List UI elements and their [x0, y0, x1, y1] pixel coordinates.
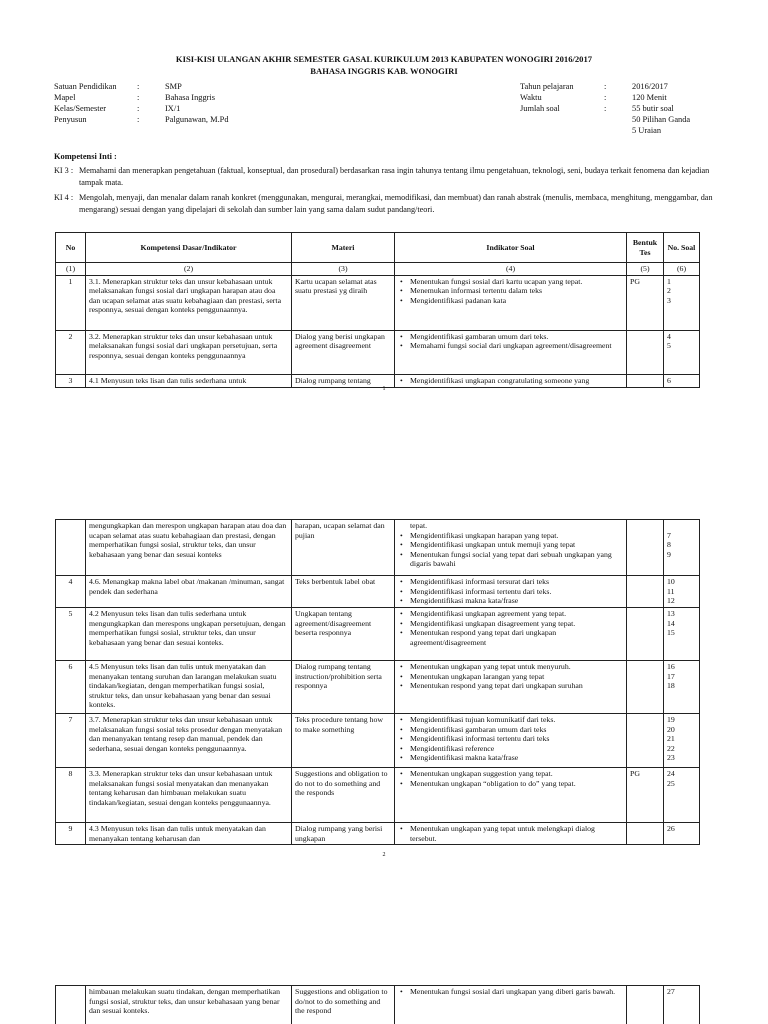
identity-label: Jumlah soal	[520, 104, 560, 113]
indikator-item: • Mengidentifikasi ungkapan untuk memuji yang tepat	[398, 540, 623, 550]
page-number: 2	[382, 852, 386, 858]
row-materi: Teks procedure tentang how to make something	[292, 714, 395, 768]
header-indikator: Indikator Soal	[395, 233, 627, 263]
indikator-item: • Mengidentifikasi informasi tertentu dari teks.	[398, 587, 623, 597]
indikator-item: • Mengidentifikasi informasi tersurat dari teks	[398, 577, 623, 587]
row-indikator	[395, 714, 627, 768]
table-row	[56, 608, 700, 661]
ki3-text: Memahami dan menerapkan pengetahuan (faktual, konseptual, dan prosedural) berdasarkan rasa ingin tahunya tentang ilmu pengetahuan, teknologi, seni, budaya terkait fenomena dan kejadian tampak mata.	[79, 166, 710, 187]
row-no: 7	[56, 714, 86, 768]
row-soal: 26	[664, 823, 700, 845]
row-bentuk	[627, 714, 664, 768]
identity-label: Waktu	[520, 93, 542, 102]
row-materi: Suggestions and obligation to do/not to do something and the respond	[292, 986, 395, 1024]
row-materi: Suggestions and obligation to do not to do something and the responds	[292, 768, 395, 823]
row-soal: 24 25	[664, 768, 700, 823]
row-bentuk	[627, 520, 664, 576]
table-row	[56, 520, 700, 576]
row-soal: 19 20 21 22 23	[664, 714, 700, 768]
indikator-item: • Mengidentifikasi ungkapan agreement yang tepat.	[398, 609, 623, 619]
row-soal: 7 8 9	[664, 520, 700, 576]
table-row	[56, 576, 700, 608]
row-kd: 4.1 Menyusun teks lisan dan tulis sederhana untuk	[86, 374, 292, 387]
header-materi: Materi	[292, 233, 395, 263]
table-row	[56, 330, 700, 374]
identity-value: 2016/2017	[632, 82, 668, 91]
indikator-item: • Memahami fungsi social dari ungkapan agreement/disagreement	[398, 341, 623, 351]
row-indikator	[395, 330, 627, 374]
row-materi: Dialog rumpang tentang instruction/prohibition serta responnya	[292, 661, 395, 714]
indikator-item: • Mengidentifikasi gambaran umum dari teks.	[398, 332, 623, 342]
row-no: 1	[56, 275, 86, 330]
identity-value: 5 Uraian	[632, 126, 662, 135]
table-row	[56, 986, 700, 1024]
row-no: 9	[56, 823, 86, 845]
identity-value: SMP	[165, 82, 182, 91]
table-header-row	[56, 233, 700, 263]
row-bentuk	[627, 330, 664, 374]
identity-label: Satuan Pendidikan	[54, 82, 117, 91]
row-soal: 1 2 3	[664, 275, 700, 330]
identity-label: Tahun pelajaran	[520, 82, 574, 91]
identity-value: Bahasa Inggris	[165, 93, 216, 102]
column-number-row: (1) (2) (3) (4) (5) (6)	[56, 263, 700, 276]
row-indikator	[395, 275, 627, 330]
identity-value: 55 butir soal	[632, 104, 674, 113]
identity-label: Kelas/Semester	[54, 104, 107, 113]
row-kd: mengungkapkan dan merespon ungkapan harapan atau doa dan ucapan selamat atas suatu kebahagiaan dan prestasi, dengan memperhatikan fungsi sosial, struktur teks, dan unsur kebahasaan yang benar dan sesuai konteks	[86, 520, 292, 576]
row-bentuk	[627, 823, 664, 845]
indikator-item: • Menentukan fungsi sosial dari ungkapan yang diberi garis bawah.	[398, 987, 623, 997]
row-soal: 16 17 18	[664, 661, 700, 714]
kisi-table-page2	[55, 519, 700, 845]
row-kd: 4.5 Menyusun teks lisan dan tulis untuk menyatakan dan menanyakan tentang suruhan dan larangan melakukan suatu tindakan/kegiatan, dengan memperhatikan fungsi sosial, struktur teks, dan unsur kebahasaan yang benar dan sesuai konteks.	[86, 661, 292, 714]
row-no	[56, 986, 86, 1024]
row-no: 4	[56, 576, 86, 608]
row-materi: Ungkapan tentang agreement/disagreement beserta responnya	[292, 608, 395, 661]
ki-heading: Kompetensi Inti :	[54, 152, 117, 161]
row-no: 2	[56, 330, 86, 374]
table-row	[56, 275, 700, 330]
row-indikator	[395, 576, 627, 608]
indikator-continuation: tepat.	[410, 521, 428, 530]
row-no: 6	[56, 661, 86, 714]
indikator-item: • Menentukan ungkapan larangan yang tepat	[398, 672, 623, 682]
table-row	[56, 768, 700, 823]
indikator-item: • Mengidentifikasi gambaran umum dari teks	[398, 725, 623, 735]
row-materi: Dialog rumpang tentang	[292, 374, 395, 387]
row-kd: 3.1. Menerapkan struktur teks dan unsur kebahasaan untuk melaksanakan fungsi sosial dari ungkapan harapan atau doa dan ucapan selamat atas suatu kebahagiaan dan prestasi, serta responnya, sesuai dengan konteks penggunaannya.	[86, 275, 292, 330]
row-indikator	[395, 823, 627, 845]
indikator-item: • Mengidentifikasi reference	[398, 744, 623, 754]
row-kd: 3.2. Menerapkan struktur teks dan unsur kebahasaan untuk melaksanakan fungsi sosial dari ungkapan persetujuan, serta responnya, sesuai dengan konteks penggunaannya	[86, 330, 292, 374]
row-kd: 4.6. Menangkap makna label obat /makanan /minuman, sangat pendek dan sederhana	[86, 576, 292, 608]
row-indikator	[395, 608, 627, 661]
header-nosoal: No. Soal	[664, 233, 700, 263]
identity-value: 120 Menit	[632, 93, 667, 102]
indikator-item: • Menentukan ungkapan “obligation to do” yang tepat.	[398, 779, 623, 789]
row-materi: Kartu ucapan selamat atas suatu prestasi yg diraih	[292, 275, 395, 330]
row-bentuk	[627, 576, 664, 608]
row-no: 3	[56, 374, 86, 387]
row-indikator	[395, 661, 627, 714]
indikator-item: • Mengidentifikasi padanan kata	[398, 296, 623, 306]
indikator-item: • Menentukan respond yang tepat dari ungkapan agreement/disagreement	[398, 628, 623, 647]
indikator-item: • Menentukan ungkapan suggestion yang tepat.	[398, 769, 623, 779]
ki3-tag: KI 3 :	[54, 166, 74, 175]
indikator-item: • Mengidentifikasi ungkapan harapan yang tepat.	[398, 531, 623, 541]
header-bentuk: Bentuk Tes	[627, 233, 664, 263]
row-bentuk	[627, 986, 664, 1024]
row-bentuk	[627, 608, 664, 661]
row-soal: 4 5	[664, 330, 700, 374]
indikator-item: • Menentukan ungkapan yang tepat untuk menyuruh.	[398, 662, 623, 672]
row-soal: 27	[664, 986, 700, 1024]
row-bentuk	[627, 661, 664, 714]
row-indikator	[395, 520, 627, 576]
page-number: 1	[382, 386, 386, 392]
row-no: 5	[56, 608, 86, 661]
row-kd: 4.2 Menyusun teks lisan dan tulis sederhana untuk mengungkapkan dan merespons ungkapan persetujuan, dengan memperhatikan fungsi sosial, struktur teks, dan unsur kebahasaan yang benar dan sesuai konteks.	[86, 608, 292, 661]
row-materi: Teks berbentuk label obat	[292, 576, 395, 608]
row-no: 8	[56, 768, 86, 823]
indikator-item: • Mengidentifikasi tujuan komunikatif dari teks.	[398, 715, 623, 725]
indikator-item: • Mengidentifikasi ungkapan congratulating someone yang	[398, 376, 623, 386]
indikator-item: • Menentukan fungsi sosial dari kartu ucapan yang tepat.	[398, 277, 623, 287]
row-soal: 6	[664, 374, 700, 387]
indikator-item: • Mengidentifikasi ungkapan disagreement yang tepat.	[398, 619, 623, 629]
ki3-paragraph	[54, 165, 714, 189]
row-materi: Dialog yang berisi ungkapan agreement disagreement	[292, 330, 395, 374]
kisi-table-page1	[55, 232, 700, 388]
identity-label: Penyusun	[54, 115, 87, 124]
indikator-item: • Mengidentifikasi makna kata/frase	[398, 753, 623, 763]
indikator-item: • Mengidentifikasi informasi tertentu dari teks	[398, 734, 623, 744]
document-subtitle: BAHASA INGGRIS KAB. WONOGIRI	[310, 66, 458, 76]
row-indikator	[395, 986, 627, 1024]
row-materi: Dialog rumpang yang berisi ungkapan	[292, 823, 395, 845]
header-no: No	[56, 233, 86, 263]
row-kd: 3.7. Menerapkan struktur teks dan unsur kebahasaan untuk melaksanakan fungsi sosial teks prosedur dengan menyatakan dan menanyakan tentang resep dan manual, pendek dan sederhana, sesuai dengan konteks penggunaannya.	[86, 714, 292, 768]
indikator-item: • Mengidentifikasi makna kata/frase	[398, 596, 623, 606]
table-row	[56, 661, 700, 714]
header-kd: Kompetensi Dasar/Indikator	[86, 233, 292, 263]
ki4-text: Mengolah, menyaji, dan menalar dalam ranah konkret (menggunakan, mengurai, merangkai, memodifikasi, dan membuat) dan ranah abstrak (menulis, membaca, menghitung, menggambar, dan mengarang) sesuai dengan yang dipelajari di sekolah dan sumber lain yang sama dalam sudut pandang/teori.	[79, 193, 713, 214]
kisi-table-page3	[55, 985, 700, 1024]
row-kd: 3.3. Menerapkan struktur teks dan unsur kebahasaan untuk melaksanakan fungsi sosial menyatakan dan menanyakan tentang keharusan dan himbauan melakukan suatu tindakan/kegiatan, sesuai dengan konteks penggunaannya.	[86, 768, 292, 823]
row-soal: 10 11 12	[664, 576, 700, 608]
identity-value: 50 Pilihan Ganda	[632, 115, 691, 124]
identity-value: Palgunawan, M.Pd	[165, 115, 229, 124]
table-row	[56, 823, 700, 845]
table-row	[56, 714, 700, 768]
row-materi: harapan, ucapan selamat dan pujian	[292, 520, 395, 576]
indikator-item: • Menentukan ungkapan yang tepat untuk melengkapi dialog tersebut.	[398, 824, 623, 843]
row-bentuk: PG	[627, 275, 664, 330]
row-kd: 4.3 Menyusun teks lisan dan tulis untuk menyatakan dan menanyakan tentang keharusan dan	[86, 823, 292, 845]
indikator-item: • Menentukan respond yang tepat dari ungkapan suruhan	[398, 681, 623, 691]
identity-value: IX/1	[165, 104, 181, 113]
row-kd: himbauan melakukan suatu tindakan, dengan memperhatikan fungsi sosial, struktur teks, dan unsur kebahasaan yang benar dan sesuai konteks.	[86, 986, 292, 1024]
document-title: KISI-KISI ULANGAN AKHIR SEMESTER GASAL KURIKULUM 2013 KABUPATEN WONOGIRI 2016/2017	[175, 54, 593, 64]
indikator-item: • Menemukan informasi tertentu dalam teks	[398, 286, 623, 296]
row-bentuk: PG	[627, 768, 664, 823]
ki4-paragraph	[54, 192, 714, 216]
identity-label: Mapel	[54, 93, 76, 102]
row-no	[56, 520, 86, 576]
indikator-item: • Menentukan fungsi social yang tepat dari sebuah ungkapan yang digaris bawahi	[398, 550, 623, 569]
row-indikator	[395, 768, 627, 823]
row-soal: 13 14 15	[664, 608, 700, 661]
ki4-tag: KI 4 :	[54, 193, 74, 202]
